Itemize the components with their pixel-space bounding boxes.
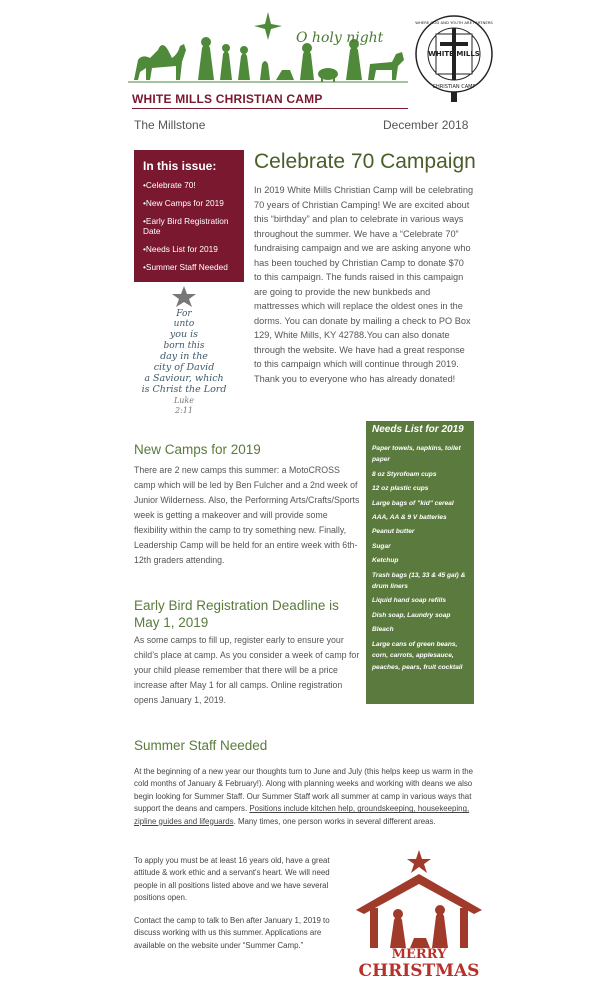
nativity-silhouette-banner	[128, 10, 408, 92]
toc-item[interactable]: • Early Bird Registration Date	[143, 216, 243, 236]
new-camps-body: There are 2 new camps this summer: a MotoCROSS camp which will be led by Ben Fulcher and a 2nd week of Junior Wilderness. Also, the Performing Arts/Crafts/Sports week is getting a makeover and will provide some flexibility within the camp to try something new. Finally, Leadership Camp will be held for an entire week with 6th-12th graders attending.	[134, 465, 360, 565]
christmas-text: CHRISTMAS	[358, 961, 480, 980]
summer-staff-paragraph-1	[134, 766, 474, 828]
toc-item[interactable]: • Needs List for 2019	[143, 244, 243, 254]
needs-item: Liquid hand soap refills	[372, 597, 447, 605]
main-article-title: Celebrate 70 Campaign	[254, 150, 476, 173]
tree-line: a Saviour, which	[144, 373, 224, 384]
needs-item: Dish soap, Laundry soap	[372, 611, 451, 619]
needs-item: Large bags of "kid" cereal	[372, 499, 454, 507]
camp-seal-logo	[414, 14, 494, 102]
seal-inner-text: WHITE MILLS	[428, 50, 480, 58]
tree-line: city of David	[153, 362, 215, 373]
needs-list-box	[366, 421, 474, 704]
summer-staff-paragraph-2: To apply you must be at least 16 years old, have a great attitude & work ethic and a servant's heart. We will need people in all positions listed above and we have several positions open.	[134, 856, 330, 903]
needs-item: 8 oz Styrofoam cups	[372, 470, 437, 478]
staff-text: . Many times, one person works in several different areas.	[233, 816, 436, 826]
publication-name: The Millstone	[134, 118, 206, 132]
tree-line: Luke	[173, 396, 195, 405]
toc-item[interactable]: • Celebrate 70!	[143, 180, 243, 190]
merry-christmas-stable-graphic	[346, 850, 492, 980]
positions-link[interactable]: Positions include kitchen help, groundskeeping, housekeeping, zipline guides and lifeguards	[134, 804, 470, 826]
tree-line: born this	[163, 341, 205, 351]
tree-line: is Christ the Lord	[141, 384, 227, 395]
needs-list	[372, 443, 472, 676]
in-this-issue-box	[134, 150, 244, 282]
needs-item: Ketchup	[372, 557, 399, 565]
seal-bottom-text: CHRISTIAN CAMP	[432, 84, 476, 90]
needs-item: 12 oz plastic cups	[372, 485, 429, 493]
needs-item: Trash bags (13, 33 & 45 gal) & drum liners	[372, 571, 466, 591]
needs-item: Large cans of green beans, corn, carrots, applesauce, peaches, pears, fruit cocktail	[372, 640, 463, 671]
needs-item: Sugar	[372, 542, 391, 550]
issue-date: December 2018	[383, 118, 469, 132]
needs-item: Paper towels, napkins, toilet paper	[372, 445, 461, 464]
tree-line: you is	[169, 329, 199, 340]
toc-item[interactable]: • New Camps for 2019	[143, 198, 243, 208]
staff-text: At the beginning of a new year our thoughts turn to June and July (this helps keep us warm in the cold months of January & February!). Along with planning weeks and working with deans we also begin looking for Summer Staff. Our Summer Staff work all summer at camp in various ways that support the deans and campers.	[134, 767, 474, 814]
main-article-body: In 2019 White Mills Christian Camp will be celebrating 70 years of Christian Camping! We are excited about this “birthday” and plan to celebrate in various ways throughout the summer. We have a “Celebrate 70” fundraising campaign and we are asking anyone who has been touched by Christian Camp to donate $70 to this campaign. The funds raised in this campaign are going to provide the new bunkbeds and mattresses which will replace the oldest ones in the dorms. You can donate by mailing a check to PO Box 129, White Mills, KY 42788.You can also donate through the website. We have had a great response to this campaign which will continue through 2019. Thank you to everyone who has already donated!	[254, 185, 474, 384]
needs-heading: Needs List for 2019	[372, 424, 464, 435]
toc-item[interactable]: • Summer Staff Needed	[143, 262, 243, 272]
toc-list	[143, 180, 243, 280]
early-bird-body: As some camps to fill up, register early to ensure your child’s place at camp. As you consider a week of camp for your child please remember that there will be a price increase after May 1 for all camps. Online registration opens January 1, 2019.	[134, 635, 360, 705]
needs-item: Peanut butter	[372, 528, 415, 536]
script-title: O holy night	[296, 30, 384, 46]
merry-text: MERRY	[391, 947, 447, 962]
new-camps-title: New Camps for 2019	[134, 442, 261, 457]
camp-name: WHITE MILLS CHRISTIAN CAMP	[132, 92, 323, 106]
tree-line: 2:11	[175, 406, 193, 415]
summer-staff-paragraph-3: Contact the camp to talk to Ben after January 1, 2019 to discuss working with us this summer. Applications are available on the website under “Summer Camp.”	[134, 916, 330, 950]
toc-heading: In this issue:	[143, 159, 217, 173]
early-bird-title: Early Bird Registration Deadline is May 1, 2019	[134, 598, 339, 630]
summer-staff-title: Summer Staff Needed	[134, 738, 268, 753]
christmas-tree-verse-graphic	[134, 286, 244, 416]
header-divider	[132, 108, 408, 109]
tree-line: day in the	[160, 351, 208, 362]
seal-top-text: WHERE GOD AND YOUTH ARE PARTNERS	[415, 20, 493, 25]
needs-item: AAA, AA & 9 V batteries	[372, 514, 447, 522]
tree-line: For	[176, 309, 192, 319]
tree-line: unto	[173, 319, 195, 329]
needs-item: Bleach	[372, 626, 394, 634]
